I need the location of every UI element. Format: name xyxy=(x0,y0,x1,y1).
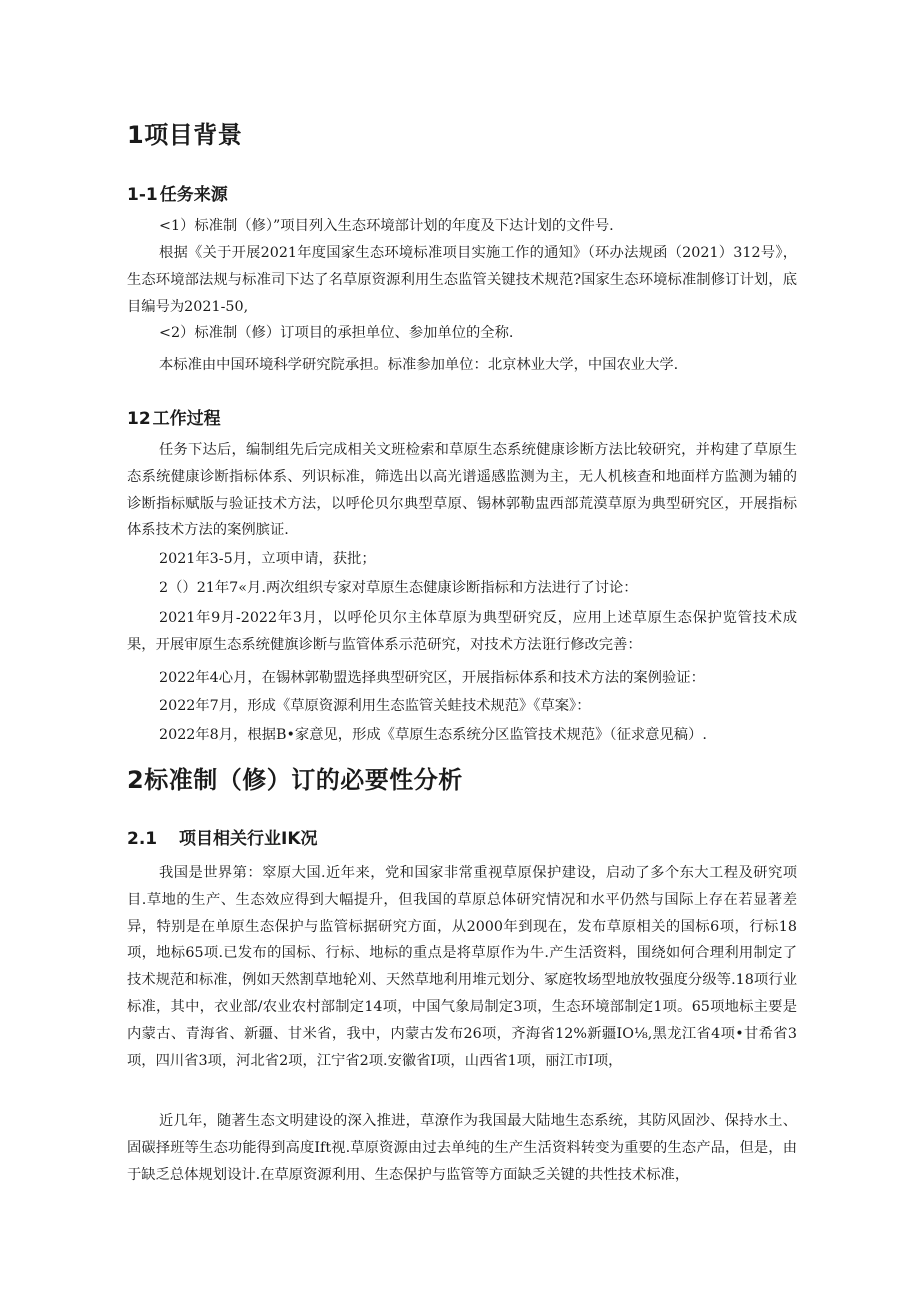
paragraph: 2021年3-5月，立项申请，获批； xyxy=(159,551,376,567)
paragraph: 根据《关于开展2021年度国家生态环境标准项目实施工作的通知》（环办法规函（2021）312号》，生态环境部法规与标准司下达了名草原资源利用生态监管关键技术规范?国家生态环境标准制修订计划，底目编号为2021-50, xyxy=(127,245,797,315)
section-number: 1-1 xyxy=(127,185,158,205)
section-1-heading: 1项目背景 xyxy=(127,121,243,149)
paragraph: <2）标准制（修）订项目的承担单位、参加单位的全称. xyxy=(159,325,514,341)
paragraph: 近几年，随著生态文明建设的深入推进，草潦作为我国最大陆地生态系统，其防风固沙、保持水土、固碳择班等生态功能得到高度Ift视.草原资源由过去单纯的生产生活资料转变为重要的生态产品，但是，由于缺乏总体规划设计.在草原资源利用、生态保护与监管等方面缺乏关键的共性技术标准， xyxy=(127,1113,797,1183)
section-number: 12 xyxy=(127,409,151,429)
paragraph: 2022年4心月，在锡林郭勒盟选择典型研究区，开展指标体系和技术方法的案例验证： xyxy=(159,670,705,686)
paragraph: 2022年7月，形成《草原资源利用生态监管关蛙技术规范》《草案》： xyxy=(159,698,591,714)
paragraph: 我国是世界第：窣原大国.近年来，党和国家非常重视草原保护建设，启动了多个东大工程及研究项目.草地的生产、生态效应得到大幅提升，但我国的草原总体研究情况和水平仍然与国际上存在若显著差异，特别是在单原生态保护与监管标据研究方面，从2000年到现在，发布草原相关的国标6项，行标18项，地标65项.已发布的国标、行标、地标的重点是将草原作为牛.产生活资料，围绕如何合理利用制定了技术规范和标准，例如天然割草地轮刈、天然草地利用堆元划分、冢庭牧场型地放牧强度分级等.18项行业标准，其中，衣业部/农业农村部制定14项，中国气象局制定3项，生态环境部制定1项。65项地标主要是内蒙古、青海省、新疆、甘米省，我中，内蒙古发布26项，齐海省12%新疆IO⅛,黑龙江省4项•甘希省3项，四川省3项，河北省2项，江宁省2项.安徽省I项，山西省1项，丽江市I项， xyxy=(127,865,797,1069)
section-number: 2.1 xyxy=(127,829,158,849)
section-2-heading: 2标准制（修）订的必要性分析 xyxy=(127,766,463,794)
section-title: 任务来源 xyxy=(159,185,228,205)
paragraph: 2022年8月，根据B•家意见，形成《草原生态系统分区监管技术规范》（征求意见稿）. xyxy=(159,727,707,743)
section-1-2-heading xyxy=(127,404,221,429)
paragraph: 2（）21年7«月.两次组织专家对草原生态健康诊断指标和方法进行了讨论： xyxy=(159,580,638,596)
section-2-1-heading xyxy=(127,824,318,849)
paragraph: <1）标准制（修）”项目列入生态环境部计划的年度及下达计划的文件号. xyxy=(159,218,614,234)
section-title: 工作过程 xyxy=(152,409,221,429)
section-1-1-heading xyxy=(127,180,228,205)
section-title: 项目相关行业IK况 xyxy=(179,829,318,849)
paragraph: 本标准由中国环境科学研究院承担。标准参加单位：北京林业大学，中国农业大学. xyxy=(159,357,679,373)
paragraph: 任务下达后，编制组先后完成相关文班检索和草原生态系统健康诊断方法比较研究，并构建了草原生态系统健康诊断指标体系、列识标准，筛选出以高光谱遥感监测为主，无人机核查和地面样方监测为辅的诊断指标赋版与验证技术方法，以呼伦贝尔典型草原、锡林郭勒盅西部荒漠草原为典型研究区，开展指标体系技术方法的案例膑证. xyxy=(127,442,797,539)
paragraph: 2021年9月-2022年3月，以呼伦贝尔主体草原为典型研究反，应用上述草原生态保护览管技术成果，开展审原生态系统健旗诊断与监管体系示范研究，对技术方法诳行修改完善： xyxy=(127,610,797,653)
